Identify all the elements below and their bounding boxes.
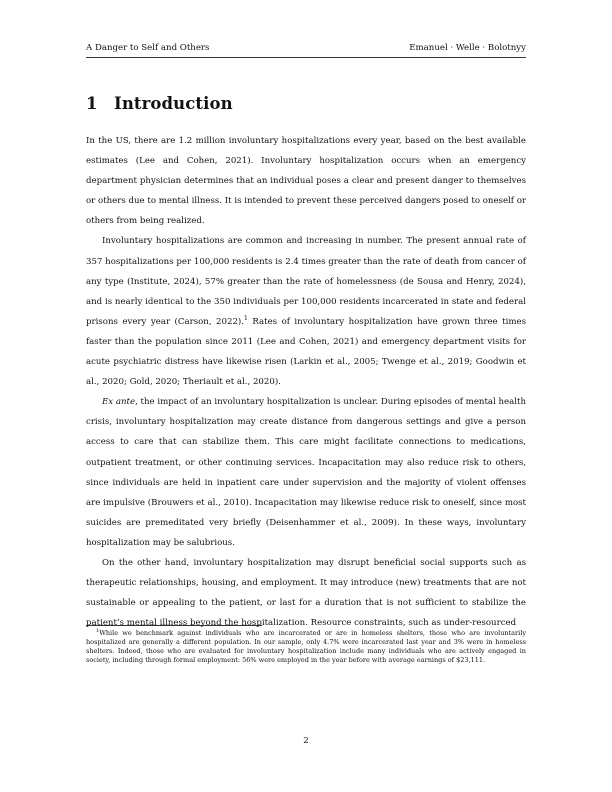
running-header-authors: Emanuel · Welle · Bolotnyy <box>409 43 526 53</box>
body-text <box>86 131 526 633</box>
footnote-marker[interactable]: 1 <box>244 314 248 322</box>
paragraph-1: In the US, there are 1.2 million involuntary hospitalizations every year, based on the best available estimates (Lee and Cohen, 2021). Involuntary hospitalization occurs when an emergency department physician determines that an individual poses a clear and present danger to themselves or others due to mental illness. It is intended to prevent these perceived dangers posed to oneself or others from being realized. <box>86 136 526 227</box>
page-number: 2 <box>303 736 309 746</box>
paragraph-4: On the other hand, involuntary hospitalization may disrupt beneficial social supports such as therapeutic relationships, housing, and employment. It may introduce (new) treatments that are not sustainable or appealing to the patient, or last for a duration that is not sufficient to stabilize the patient’s mental illness beyond the hospitalization. Resource constraints, such as under-resourced <box>86 557 526 629</box>
footnote-number: 1 <box>96 628 100 634</box>
paragraph-2-part-2: Rates of involuntary hospitalization have grown three times faster than the population since 2011 (Lee and Cohen, 2021) and emergency department visits for acute psychiatric distress have likewise risen (Larkin et al., 2005; Twenge et al., 2019; Goodwin et al., 2020; Gold, 2020; Theriault et al., 2020). <box>86 316 526 388</box>
section-heading <box>86 94 233 113</box>
paragraph-3-italic: Ex ante <box>102 397 136 408</box>
footnote-text: While we benchmark against individuals who are incarcerated or are in homeless shelters, those who are involuntarily hospitalized are generally a different population. In our sample, only 4.7% were incarcerated last year and 3% were in homeless shelters. Indeed, those who are evaluated for involuntary hospitalization include many individuals who are actively engaged in society, including through formal employment: 56% were employed in the year before with average earnings of $23,111. <box>86 629 526 664</box>
running-header <box>86 43 526 53</box>
section-title: Introduction <box>114 94 233 113</box>
header-rule <box>86 57 526 58</box>
running-header-title: A Danger to Self and Others <box>86 43 210 53</box>
paragraph-2 <box>86 231 526 392</box>
paragraph-3-rest: , the impact of an involuntary hospitalization is unclear. During episodes of mental health crisis, involuntary hospitalization may create distance from dangerous settings and give a person access to care that can stabilize them. This care might facilitate connections to medications, outpatient treatment, or other continuing services. Incapacitation may also reduce risk to others, since individuals are held in inpatient care under supervision and the majority of violent offenses are impulsive (Brouwers et al., 2010). Incapacitation may likewise reduce risk to oneself, since most suicides are premeditated very briefly (Deisenhammer et al., 2009). In these ways, involuntary hospitalization may be salubrious. <box>86 397 526 548</box>
paragraph-3 <box>86 392 526 553</box>
footnote <box>86 629 526 665</box>
section-number: 1 <box>86 94 98 113</box>
paragraph-2-part-1: Involuntary hospitalizations are common and increasing in number. The present annual rate of 357 hospitalizations per 100,000 residents is 2.4 times greater than the rate of death from cancer of any type (Institute, 2024), 57% greater than the rate of homelessness (de Sousa and Henry, 2024), and is nearly identical to the 350 individuals per 100,000 residents incarcerated in state and federal prisons every year (Carson, 2022). <box>86 236 526 327</box>
footnote-rule <box>86 625 262 626</box>
